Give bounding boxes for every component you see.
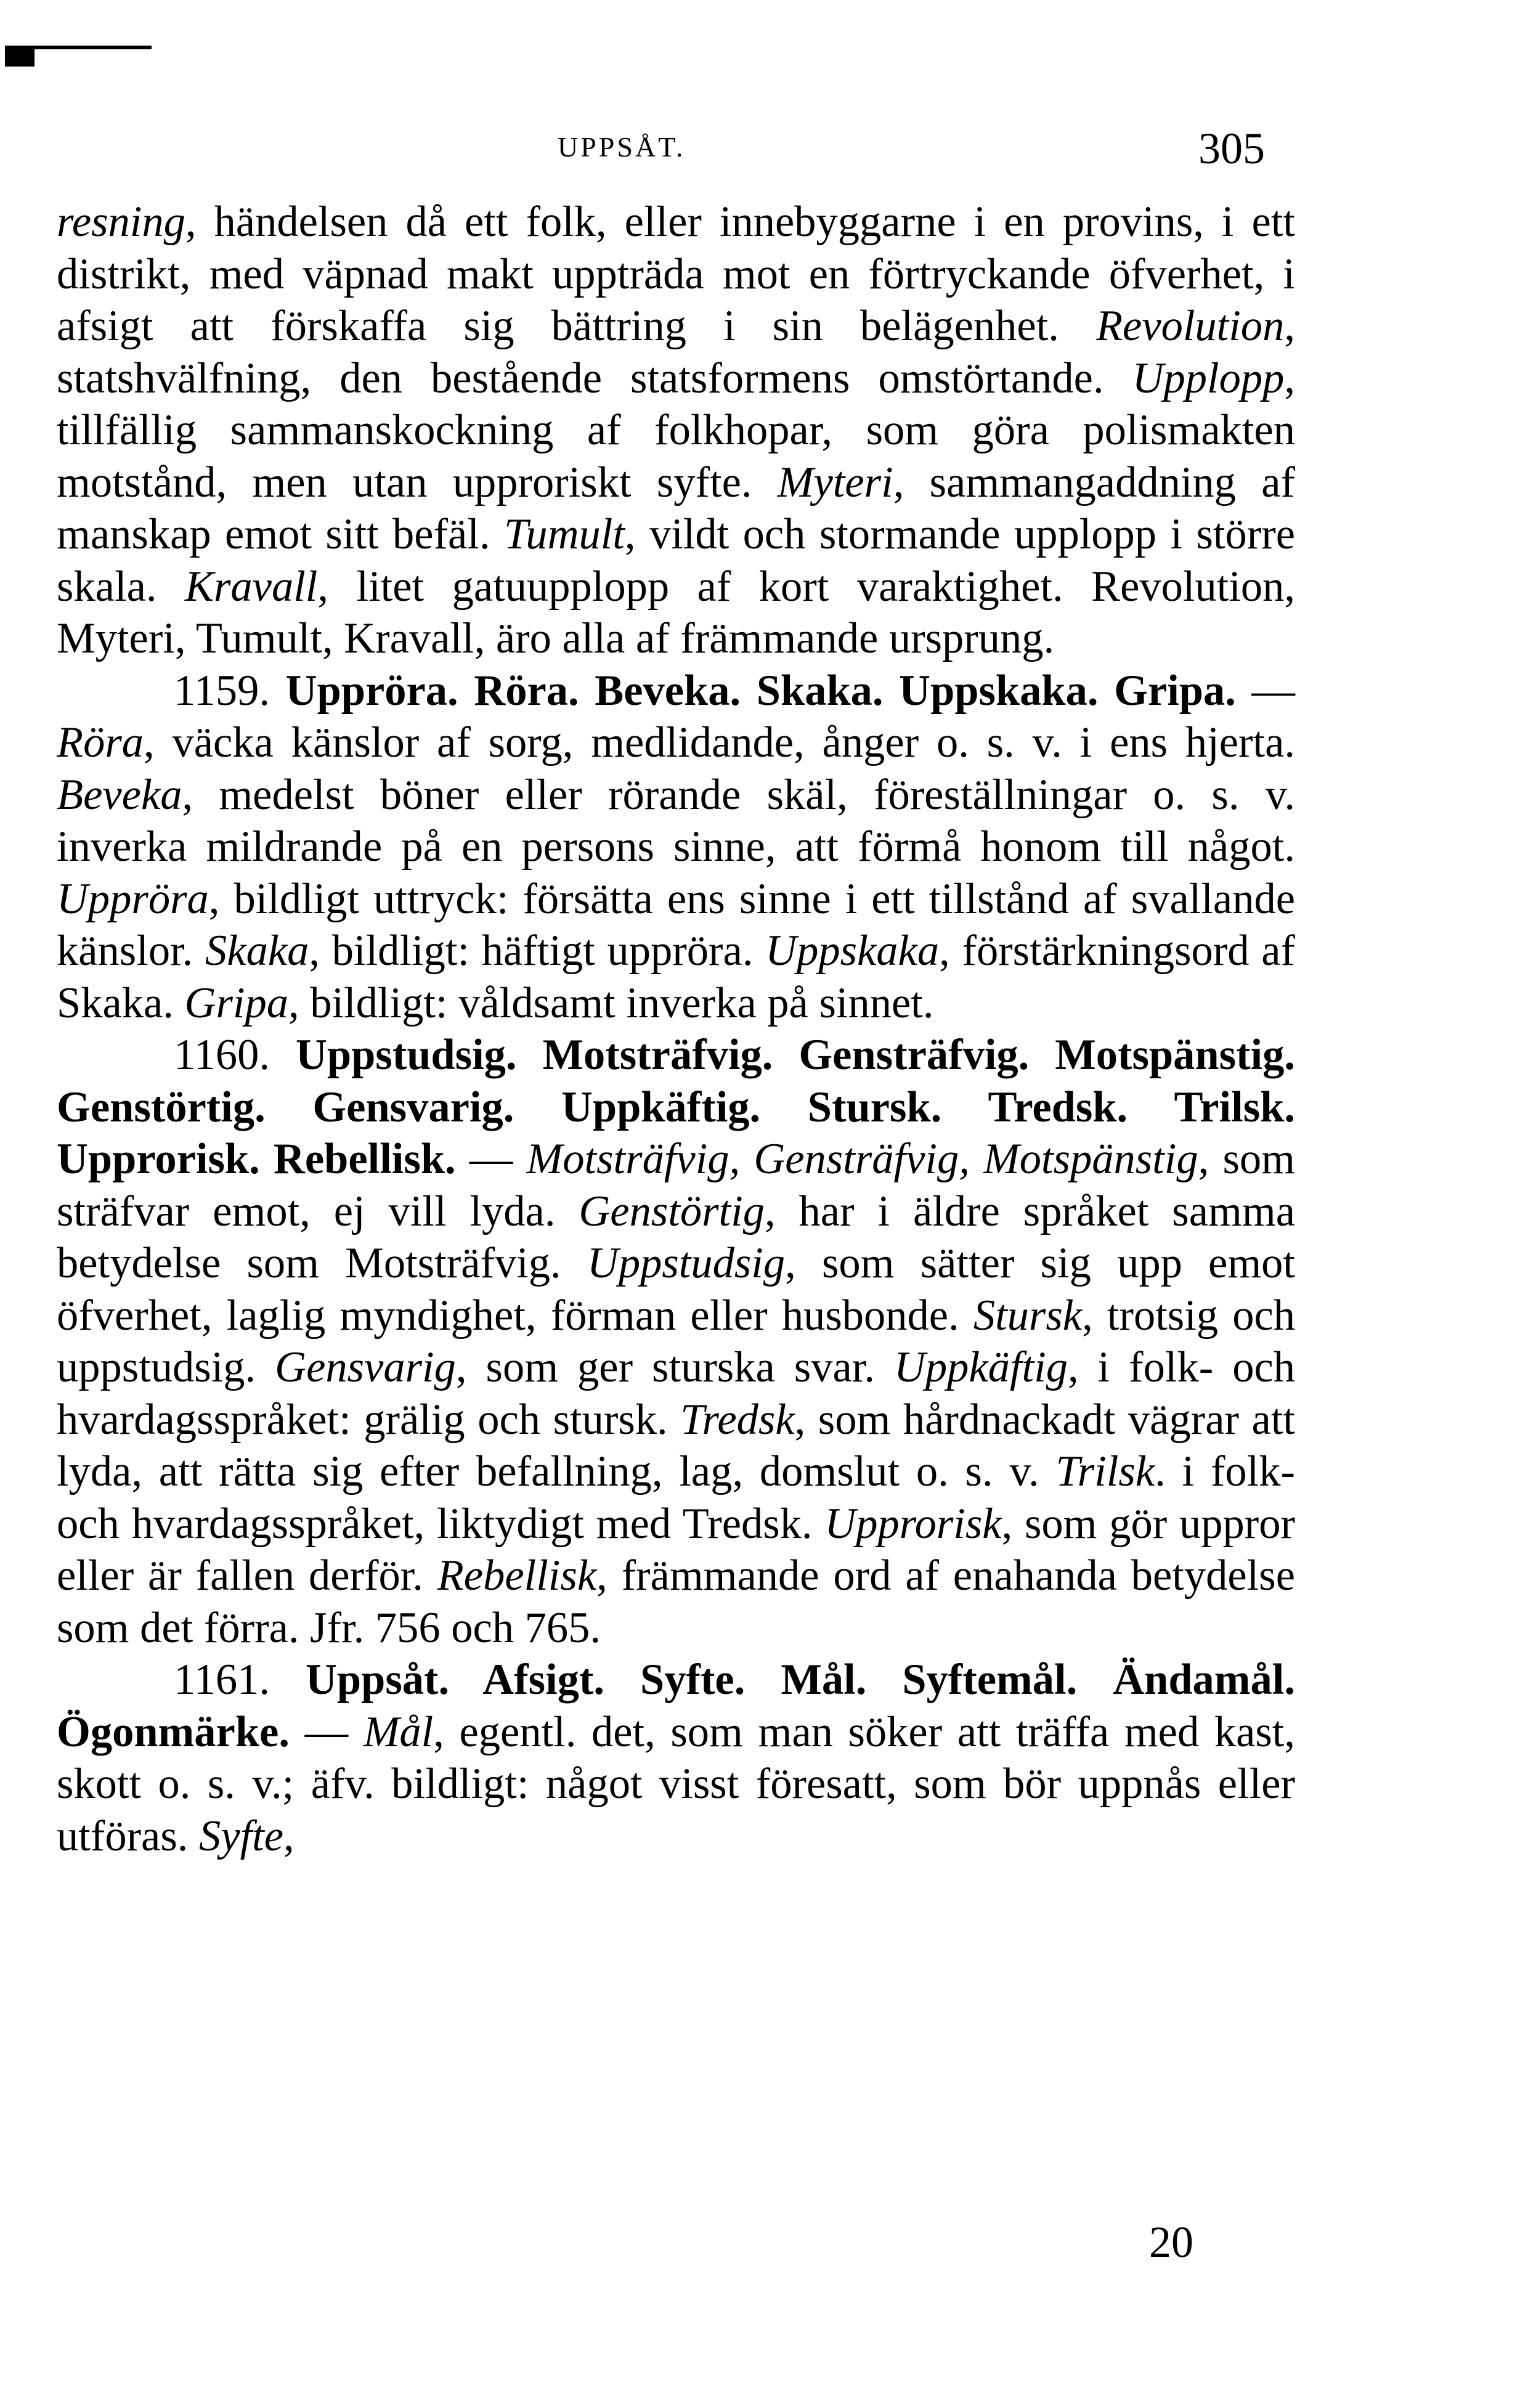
text-run: , egentl. det, som man söker att träffa med kast, skott o. s. v.; äfv. bildligt: något visst föresatt, som bör uppnås eller utföras. — [57, 1707, 1296, 1860]
page-body — [57, 196, 1295, 1862]
term: Beveka — [57, 770, 182, 819]
term: Motsträfvig, Gensträfvig, Motspänstig — [526, 1135, 1198, 1183]
text-run: , som gör uppror eller är fallen derför. — [57, 1499, 1295, 1600]
entry-number: 1159. — [174, 666, 270, 715]
running-header — [0, 123, 1528, 179]
text-run: , väcka känslor af sorg, medlidande, ånger o. s. v. i ens hjerta. — [144, 718, 1295, 767]
term: Gripa — [184, 978, 288, 1027]
text-run: , trotsig och uppstudsig. — [57, 1291, 1295, 1391]
text-run: , bildligt uttryck: försätta ens sinne i ett tillstånd af svallande känslor. — [57, 874, 1295, 975]
entry-number: 1160. — [174, 1031, 270, 1079]
term: Tredsk — [680, 1395, 795, 1444]
term: Trilsk — [1055, 1447, 1155, 1495]
text-run: , som sätter sig upp emot öfverhet, laglig myndighet, förman eller husbonde. — [57, 1239, 1295, 1340]
headwords: Uppsåt. Afsigt. Syfte. Mål. Syftemål. Ändamål. Ögonmärke. — [57, 1656, 1295, 1756]
text-run: , främmande ord af enahanda betydelse som det förra. Jfr. 756 och 765. — [57, 1552, 1295, 1652]
term: Upprorisk — [824, 1499, 1002, 1548]
text-run: , förstärkningsord af Skaka. — [57, 927, 1295, 1027]
text-run: , statshvälfning, den bestående statsformens omstörtande. — [57, 302, 1295, 402]
text-run: , bildligt: häftigt uppröra. — [309, 927, 766, 975]
page-number: 305 — [1198, 124, 1265, 173]
dash: — — [1235, 666, 1296, 715]
text-run: . i folk- och hvardagsspråket, liktydigt med Tredsk. — [57, 1447, 1295, 1548]
text-run: , i folk- och hvardagsspråket: grälig och stursk. — [57, 1343, 1295, 1444]
term: Genstörtig — [579, 1187, 765, 1235]
term: Rebellisk — [437, 1552, 597, 1600]
term: Upplopp — [1132, 354, 1285, 402]
term: Mål — [363, 1707, 434, 1756]
dash: — — [455, 1135, 527, 1183]
term: Uppröra — [57, 874, 209, 923]
text-run: , vildt och stormande upplopp i större skala. — [57, 510, 1295, 611]
text-run: , som sträfvar emot, ej vill lyda. — [57, 1135, 1295, 1235]
text-run: , händelsen då ett folk, eller innebyggarne i en provins, i ett distrikt, med väpnad makt uppträda mot en förtryckande öfverhet, i afsigt att förskaffa sig bättring i sin belägenhet. — [57, 198, 1295, 350]
paragraph-continuation — [57, 196, 1295, 665]
entry-number: 1161. — [174, 1656, 270, 1704]
text-run: , bildligt: våldsamt inverka på sinnet. — [288, 978, 934, 1027]
term: Tumult — [504, 510, 625, 558]
term: Myteri — [777, 458, 893, 506]
term: Gensvarig — [275, 1343, 456, 1391]
term: Uppskaka — [765, 927, 940, 975]
term: Skaka — [205, 927, 309, 975]
entry-1159 — [57, 665, 1295, 1030]
entry-1160 — [57, 1029, 1295, 1654]
term: Revolution — [1095, 302, 1285, 350]
scan-edge-artifact — [5, 46, 35, 67]
term: Syfte — [199, 1812, 284, 1860]
text-run: , som hårdnackadt vägrar att lyda, att rätta sig efter befallning, lag, domslut o. s. v. — [57, 1395, 1295, 1495]
signature-mark: 20 — [1149, 2218, 1193, 2267]
headwords: Uppstudsig. Motsträfvig. Gensträfvig. Motspänstig. Genstörtig. Gensvarig. Uppkäftig. Stursk. Tredsk. Trilsk. Upprorisk. Rebellisk. — [57, 1031, 1296, 1183]
text-run: , — [283, 1812, 295, 1860]
term: Uppkäftig — [893, 1343, 1068, 1391]
term: Uppstudsig — [587, 1239, 786, 1287]
term: Röra — [57, 718, 144, 767]
text-run: , sammangaddning af manskap emot sitt befäl. — [57, 458, 1295, 558]
text-run: , har i äldre språket samma betydelse som Motsträfvig. — [57, 1187, 1295, 1287]
running-title: UPPSÅT. — [558, 131, 686, 163]
text-run: , medelst böner eller rörande skäl, föreställningar o. s. v. inverka mildrande på en persons sinne, att förmå honom till något. — [57, 770, 1295, 871]
text-run: , som ger sturska svar. — [455, 1343, 894, 1391]
text-run: , tillfällig sammanskockning af folkhopar, som göra polismakten motstånd, men utan upproriskt syfte. — [57, 354, 1295, 506]
term: Kravall — [184, 562, 318, 611]
dash: — — [289, 1707, 364, 1756]
entry-1161 — [57, 1654, 1295, 1862]
term: Stursk — [973, 1291, 1083, 1340]
headwords: Uppröra. Röra. Beveka. Skaka. Uppskaka. Gripa. — [285, 666, 1236, 715]
text-run: , litet gatuupplopp af kort varaktighet. Revolution, Myteri, Tumult, Kravall, äro alla af främmande ursprung. — [57, 562, 1295, 662]
term: resning — [57, 198, 185, 246]
